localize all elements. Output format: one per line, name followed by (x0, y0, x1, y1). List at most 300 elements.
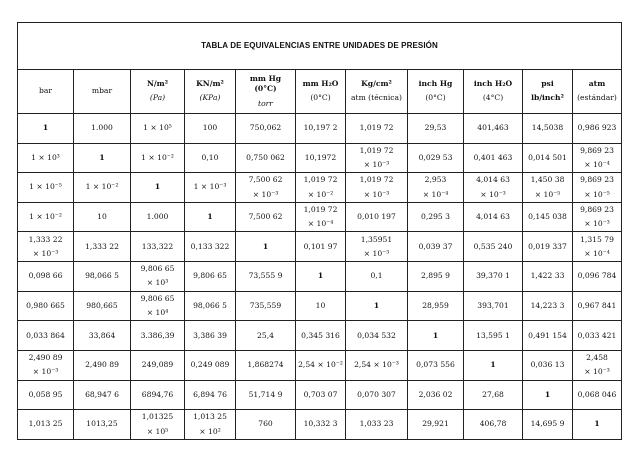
cell-value: 1.000 (146, 212, 169, 221)
table-cell (185, 291, 236, 321)
table-cell (18, 321, 74, 351)
cell-value: 27,68 (482, 389, 504, 399)
table-cell (523, 321, 573, 351)
cell-value: 2,953 (424, 175, 447, 185)
table-cell (131, 143, 185, 173)
cell-value: 0,535 240 (473, 241, 513, 251)
table-cell (74, 291, 131, 321)
column-header (296, 70, 346, 114)
cell-value: 1 × 10⁵ (143, 123, 172, 133)
cell-value: 100 (202, 123, 218, 133)
cell-value: × 10⁻⁵ (584, 189, 610, 199)
cell-value: 39,370 1 (476, 271, 510, 281)
column-header (18, 70, 74, 114)
cell-value: 1 × 10³ (31, 152, 60, 162)
column-header-text: (Pa) (149, 93, 166, 103)
table-row (18, 232, 622, 262)
table-cell (74, 262, 131, 292)
cell-value: 0,029 53 (418, 152, 453, 162)
cell-value: × 10⁻⁴ (422, 189, 449, 199)
cell-value: 1,333 22 (85, 241, 119, 251)
cell-value: 1.000 (91, 123, 113, 133)
column-header-text: (0°C) (425, 93, 446, 103)
cell-value: 68,947 6 (85, 389, 119, 399)
column-header-text: psi (541, 79, 554, 89)
cell-value: × 10⁻³ (480, 189, 506, 199)
cell-value: 1 (373, 300, 380, 310)
table-cell (296, 291, 346, 321)
table-cell (523, 350, 573, 380)
column-header-text: mbar (91, 86, 113, 96)
table-cell (573, 113, 622, 143)
table-cell (74, 143, 131, 173)
cell-value: 1 × 10⁻² (85, 182, 119, 192)
cell-value: 1 (490, 360, 496, 370)
column-header (523, 70, 573, 114)
cell-value: 0,986 923 (577, 123, 617, 133)
cell-value: 980,665 (86, 300, 118, 310)
cell-value: 1 × 10⁻⁵ (29, 182, 62, 192)
cell-value: 2,54 × 10⁻² (298, 360, 343, 370)
table-cell (523, 173, 573, 203)
table-cell (74, 380, 131, 410)
cell-value: 393,701 (477, 300, 509, 310)
cell-value: 3,386 39 (193, 330, 227, 340)
table-cell (408, 410, 464, 440)
cell-value: 10,332 3 (303, 419, 338, 429)
cell-value: 0,019 337 (528, 241, 567, 251)
table-cell (131, 262, 185, 292)
cell-value: 4,014 63 (476, 212, 510, 221)
cell-value: × 10³ (146, 278, 169, 288)
cell-value: × 10⁻³ (252, 189, 279, 199)
table-cell (346, 350, 408, 380)
column-header-text: torr (258, 98, 273, 108)
table-cell (236, 202, 296, 232)
table-cell (408, 380, 464, 410)
table-cell (74, 173, 131, 203)
table-cell (236, 350, 296, 380)
cell-value: × 10⁻³ (32, 367, 59, 377)
cell-value: 14,5038 (531, 123, 564, 133)
cell-value: 1,019 72 (359, 145, 394, 155)
table-row (18, 380, 622, 410)
column-header (74, 70, 131, 114)
table-cell (346, 143, 408, 173)
table-cell (346, 232, 408, 262)
cell-value: 2,490 89 (85, 360, 119, 370)
cell-value: 1,013 25 (193, 412, 227, 422)
column-header-text: (KPa) (199, 93, 221, 103)
table-cell (296, 232, 346, 262)
table-cell (236, 232, 296, 262)
cell-value: 1 (154, 182, 161, 192)
cell-value: 0,703 07 (303, 389, 338, 399)
table-cell (346, 380, 408, 410)
cell-value: × 10⁵ (146, 426, 169, 436)
cell-value: 10,197 2 (303, 123, 338, 133)
table-cell (523, 291, 573, 321)
cell-value: 0,098 66 (28, 271, 63, 281)
cell-value: × 10⁻⁴ (307, 219, 334, 229)
column-header-text: mm H₂O (302, 79, 339, 89)
column-header-text: mm Hg (0°C) (249, 74, 282, 94)
table-cell (346, 173, 408, 203)
cell-value: 0,1 (370, 271, 383, 281)
table-cell (523, 232, 573, 262)
table-cell (408, 202, 464, 232)
cell-value: 1013,25 (86, 419, 118, 429)
table-cell (464, 321, 523, 351)
column-header (408, 70, 464, 114)
cell-value: 9,806 65 (140, 293, 175, 303)
table-row (18, 321, 622, 351)
table-cell (296, 350, 346, 380)
cell-value: × 10⁻³ (363, 159, 390, 169)
cell-value: 98,066 5 (193, 300, 227, 310)
table-cell (18, 173, 74, 203)
table-row (18, 143, 622, 173)
cell-value: 0,073 556 (416, 360, 455, 370)
cell-value: 1,315 79 (580, 234, 614, 244)
table-cell (131, 202, 185, 232)
cell-value: 29,921 (422, 419, 449, 429)
cell-value: 1,35951 (360, 234, 393, 244)
header-row (18, 70, 622, 114)
cell-value: 0,249 089 (190, 360, 230, 370)
cell-value: 0,070 307 (357, 389, 396, 399)
table-cell (18, 262, 74, 292)
cell-value: 1,01325 (141, 412, 174, 422)
table-cell (464, 380, 523, 410)
cell-value: 0,133 322 (190, 241, 230, 251)
table-cell (131, 321, 185, 351)
table-row (18, 291, 622, 321)
cell-value: 735,559 (249, 300, 282, 310)
cell-value: 1 (544, 389, 551, 399)
table-cell (236, 262, 296, 292)
cell-value: 98,066 5 (85, 271, 119, 281)
table-cell (523, 113, 573, 143)
table-cell (408, 113, 464, 143)
cell-value: × 10⁻⁴ (584, 159, 610, 169)
table-cell (408, 173, 464, 203)
cell-value: 133,322 (141, 241, 174, 251)
table-cell (573, 143, 622, 173)
table-cell (573, 262, 622, 292)
cell-value: 0,101 97 (303, 241, 338, 251)
table-cell (131, 232, 185, 262)
cell-value: 0,491 154 (528, 330, 567, 340)
cell-value: 10 (315, 300, 326, 310)
table-cell (464, 173, 523, 203)
table-cell (408, 262, 464, 292)
cell-value: 2,458 (586, 353, 608, 362)
cell-value: 0,967 841 (577, 300, 617, 310)
table-title: TABLA DE EQUIVALENCIAS ENTRE UNIDADES DE PRESIÓN (18, 23, 622, 70)
cell-value: 1 (432, 330, 439, 340)
table-cell (523, 262, 573, 292)
table-cell (296, 202, 346, 232)
table-cell (18, 410, 74, 440)
table-cell (131, 410, 185, 440)
cell-value: 6,894 76 (193, 389, 227, 399)
table-cell (18, 202, 74, 232)
table-cell (296, 410, 346, 440)
table-cell (573, 350, 622, 380)
table-cell (573, 173, 622, 203)
table-cell (185, 380, 236, 410)
cell-value: 0,014 501 (528, 152, 567, 162)
cell-value: 1 (99, 152, 105, 162)
table-cell (296, 113, 346, 143)
table-cell (346, 291, 408, 321)
column-header (464, 70, 523, 114)
table-cell (408, 350, 464, 380)
cell-value: 0,750 062 (246, 152, 285, 162)
table-cell (18, 232, 74, 262)
table-cell (131, 291, 185, 321)
column-header-text: N/m² (146, 79, 169, 89)
table-cell (18, 143, 74, 173)
column-header-text: inch Hg (418, 79, 453, 89)
table-cell (523, 410, 573, 440)
table-row (18, 113, 622, 143)
table-cell (185, 350, 236, 380)
cell-value: × 10⁻² (307, 189, 334, 199)
table-cell (74, 350, 131, 380)
cell-value: 1 (594, 419, 600, 429)
table-cell (523, 202, 573, 232)
cell-value: 9,806 65 (193, 271, 227, 281)
cell-value: × 10⁻³ (363, 189, 390, 199)
pressure-equivalence-table (17, 22, 622, 440)
column-header-text: atm (técnica) (350, 93, 403, 103)
cell-value: 25,4 (257, 330, 274, 340)
cell-value: 0,033 421 (577, 330, 617, 340)
cell-value: 0,034 532 (357, 330, 396, 340)
cell-value: 29,53 (424, 123, 447, 133)
cell-value: 0,036 13 (530, 360, 565, 370)
cell-value: 1,422 33 (530, 271, 565, 281)
table-cell (464, 143, 523, 173)
column-header-text: inch H₂O (473, 79, 513, 89)
table-cell (236, 410, 296, 440)
cell-value: 1 (262, 241, 269, 251)
cell-value: 0,033 864 (26, 330, 65, 340)
column-header (236, 70, 296, 114)
table-cell (346, 410, 408, 440)
table-cell (236, 173, 296, 203)
cell-value: 1,333 22 (28, 234, 63, 244)
table-cell (131, 173, 185, 203)
table-cell (464, 350, 523, 380)
table-cell (185, 173, 236, 203)
cell-value: 9,869 23 (580, 204, 614, 214)
table-row (18, 262, 622, 292)
cell-value: 0,010 197 (357, 212, 396, 221)
column-header-text: Kg/cm² (361, 79, 392, 89)
table-cell (464, 410, 523, 440)
cell-value: 406,78 (479, 419, 507, 429)
cell-value: × 10⁻³ (584, 367, 610, 377)
cell-value: 7,500 62 (248, 212, 283, 221)
table-cell (18, 350, 74, 380)
cell-value: 0,145 038 (528, 212, 567, 221)
table-cell (185, 410, 236, 440)
column-header-text: (4°C) (482, 93, 504, 103)
cell-value: 4,014 63 (476, 175, 510, 185)
table-cell (185, 143, 236, 173)
table-cell (131, 380, 185, 410)
cell-value: 2,036 02 (418, 389, 453, 399)
cell-value: 249,089 (141, 360, 174, 370)
cell-value: 10 (97, 212, 107, 221)
table-cell (185, 202, 236, 232)
table-cell (236, 113, 296, 143)
cell-value: 9,869 23 (580, 175, 614, 185)
table-cell (464, 291, 523, 321)
column-header-text: (estándar) (577, 93, 617, 103)
cell-value: 73,555 9 (248, 271, 283, 281)
table-row (18, 350, 622, 380)
table-cell (573, 291, 622, 321)
cell-value: 9,869 23 (580, 145, 614, 155)
table-cell (464, 202, 523, 232)
cell-value: 14,695 9 (530, 419, 565, 429)
cell-value: × 10² (199, 426, 221, 436)
cell-value: 1,019 72 (359, 123, 394, 133)
table-cell (131, 350, 185, 380)
cell-value: 9,806 65 (140, 264, 175, 274)
cell-value: × 10⁻³ (32, 248, 59, 258)
table-cell (464, 113, 523, 143)
cell-value: 3.386,39 (140, 330, 175, 340)
cell-value: 28,959 (422, 300, 449, 310)
cell-value: × 10⁻³ (584, 219, 610, 229)
cell-value: × 10⁴ (146, 308, 169, 317)
table-cell (74, 321, 131, 351)
cell-value: 1,033 23 (359, 419, 394, 429)
cell-value: 14,223 3 (530, 300, 565, 310)
cell-value: 0,401 463 (473, 152, 513, 162)
cell-value: 0,039 37 (418, 241, 453, 251)
table-cell (236, 143, 296, 173)
cell-value: × 10⁻⁵ (534, 189, 561, 199)
table-cell (18, 380, 74, 410)
cell-value: 0,345 316 (301, 330, 340, 340)
column-header-text: bar (38, 86, 53, 96)
table-cell (408, 291, 464, 321)
cell-value: 1 × 10⁻³ (193, 182, 227, 192)
cell-value: 0,058 95 (28, 389, 63, 399)
cell-value: 1 × 10⁻² (141, 152, 174, 162)
table-row (18, 202, 622, 232)
cell-value: 1 (317, 271, 324, 281)
column-header (573, 70, 622, 114)
column-header-text: (0°C) (310, 93, 331, 103)
cell-value: 0,068 046 (577, 389, 617, 399)
table-cell (296, 262, 346, 292)
cell-value: 0,096 784 (577, 271, 617, 281)
column-header-text: lb/inch² (531, 93, 564, 103)
table-cell (573, 380, 622, 410)
cell-value: 1 (207, 212, 213, 221)
table-row (18, 173, 622, 203)
table-cell (236, 291, 296, 321)
table-cell (296, 321, 346, 351)
table-cell (464, 262, 523, 292)
cell-value: × 10⁻⁴ (584, 248, 610, 258)
cell-value: 13,595 1 (476, 330, 510, 340)
table-cell (74, 113, 131, 143)
table-cell (464, 232, 523, 262)
cell-value: 1,013 25 (28, 419, 63, 429)
cell-value: 7,500 62 (248, 175, 283, 185)
cell-value: 0,295 3 (421, 212, 450, 221)
cell-value: × 10⁻³ (363, 248, 390, 258)
table-cell (74, 410, 131, 440)
table-cell (573, 202, 622, 232)
table-cell (573, 232, 622, 262)
column-header (131, 70, 185, 114)
cell-value: 750,062 (249, 123, 282, 133)
cell-value: 0,10 (201, 152, 219, 162)
table-cell (408, 321, 464, 351)
cell-value: 2,490 89 (28, 353, 63, 362)
table-cell (185, 321, 236, 351)
cell-value: 51,714 9 (248, 389, 283, 399)
table-row (18, 410, 622, 440)
table-cell (573, 321, 622, 351)
column-header (346, 70, 408, 114)
table-cell (346, 113, 408, 143)
cell-value: 401,463 (477, 123, 509, 133)
cell-value: 33,864 (88, 330, 116, 340)
cell-value: 1,868274 (247, 360, 284, 370)
cell-value: 1,019 72 (303, 204, 338, 214)
table-cell (408, 232, 464, 262)
table-cell (346, 262, 408, 292)
table-cell (523, 380, 573, 410)
table-cell (18, 113, 74, 143)
column-header-text: KN/m² (196, 79, 224, 89)
cell-value: 2,895 9 (421, 271, 450, 281)
cell-value: 1,019 72 (303, 175, 338, 185)
table-cell (185, 113, 236, 143)
cell-value: 1,019 72 (359, 175, 394, 185)
cell-value: 0,980 665 (26, 300, 65, 310)
table-cell (296, 380, 346, 410)
table-cell (573, 410, 622, 440)
table-cell (236, 321, 296, 351)
table-cell (346, 321, 408, 351)
cell-value: 10,1972 (304, 152, 337, 162)
cell-value: 6894,76 (141, 389, 174, 399)
table-cell (523, 143, 573, 173)
column-header-text: atm (588, 79, 606, 89)
table-cell (296, 143, 346, 173)
table-cell (131, 113, 185, 143)
table-cell (74, 202, 131, 232)
table-cell (408, 143, 464, 173)
cell-value: 760 (258, 419, 273, 429)
table-cell (296, 173, 346, 203)
table-cell (74, 232, 131, 262)
table-cell (346, 202, 408, 232)
column-header (185, 70, 236, 114)
cell-value: 1,450 38 (530, 175, 565, 185)
